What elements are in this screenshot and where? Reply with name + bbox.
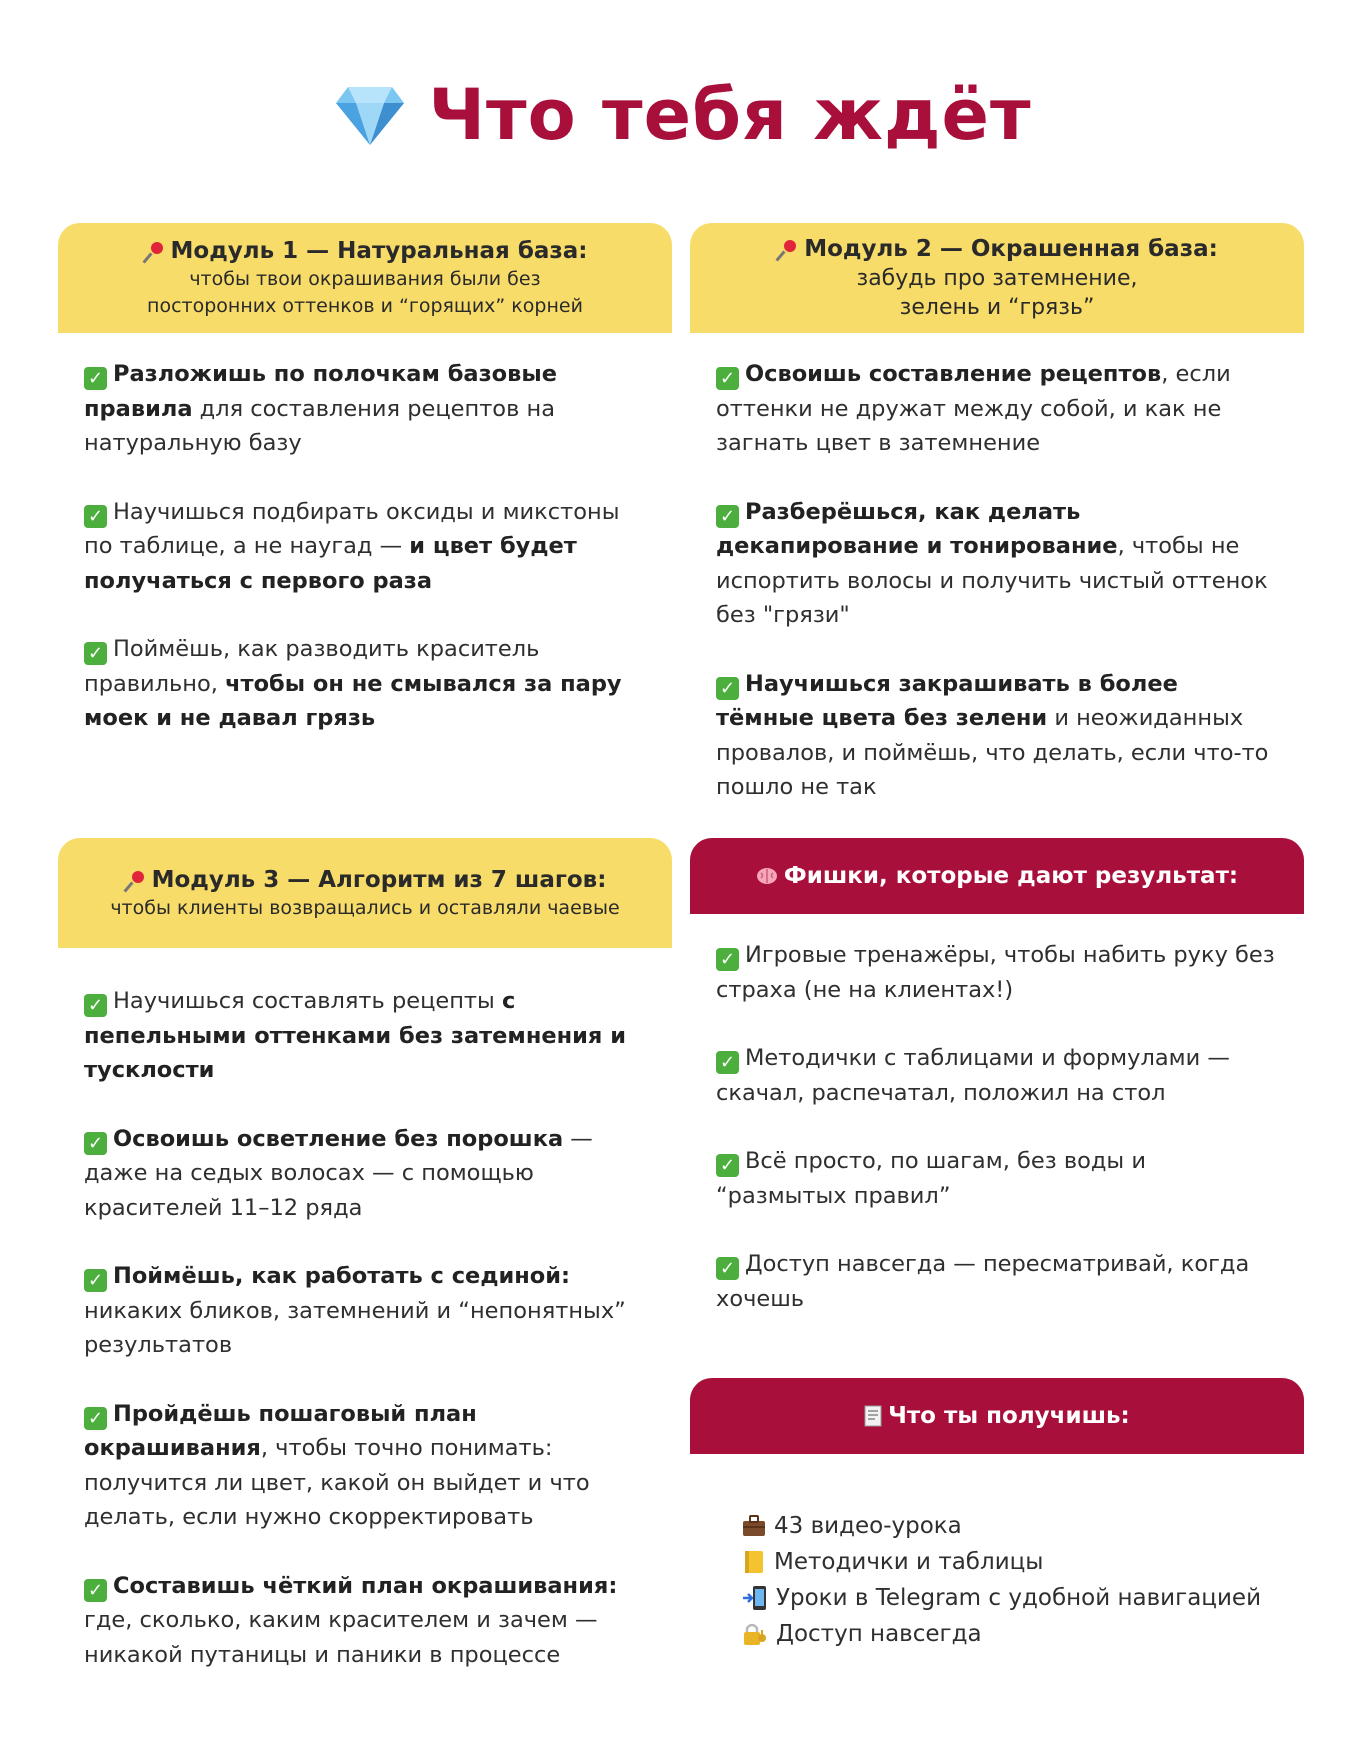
module-1-subtitle: чтобы твои окрашивания были без посторонних оттенков и “горящих” корней [147,268,583,317]
get-item-telegram: Уроки в Telegram с удобной навигацией [742,1580,1304,1616]
list-item [84,632,646,736]
item-text: Поймёшь, как разводить краситель правильно, [84,636,540,697]
gem-icon [334,83,406,147]
get-item-access: Доступ навсегда [742,1616,1304,1652]
module-3-card [58,838,672,1706]
item-bold-text: Разложишь по полочкам базовые правила [84,361,557,422]
item-bold-text: Освоишь составление рецептов [745,361,1162,387]
get-title: Что ты получишь: [888,1403,1130,1429]
check-mark-icon: ✓ [716,505,739,528]
list-item [84,357,646,461]
module-2-card [690,223,1304,839]
features-card [690,838,1304,1350]
item-bold-text: Пройдёшь пошаговый план окрашивания [84,1400,477,1461]
get-header [690,1378,1304,1454]
features-title: Фишки, которые дают результат: [783,863,1239,889]
item-text: , чтобы точно понимать: получится ли цвет, какой он выйдет и что делать, если нужно скорректировать [84,1435,590,1530]
item-text: — даже на седых волосах — с помощью красителей 11–12 ряда [84,1125,593,1221]
list-item [716,357,1278,461]
check-mark-icon: ✓ [84,1579,107,1602]
list-item [716,667,1278,805]
list-item [716,1247,1278,1316]
module-2-header [690,223,1304,333]
item-text: , чтобы не испортить волосы и получить чистый оттенок без "грязи" [716,533,1268,628]
lock-key-icon [742,1622,768,1646]
notebook-icon [742,1550,766,1574]
check-mark-icon: ✓ [716,1051,739,1074]
list-item [84,984,646,1088]
module-2-subtitle: забудь про затемнение, зелень и “грязь” [856,266,1138,320]
check-mark-icon: ✓ [84,1269,107,1292]
list-item [84,1397,646,1535]
receipt-icon [864,1405,882,1427]
list-item [84,1259,646,1363]
item-text: Доступ навсегда — пересматривай, когда хочешь [716,1251,1250,1312]
item-bold-text: чтобы он не смывался за пару моек и не давал грязь [84,670,622,731]
check-mark-icon: ✓ [84,994,107,1017]
features-list [690,914,1304,1316]
item-text: для составления рецептов на натуральную базу [84,395,555,456]
module-1-title: Модуль 1 — Натуральная база: [170,238,588,264]
module-1-header [58,223,672,333]
check-mark-icon: ✓ [716,367,739,390]
item-bold-text: Научишься закрашивать в более тёмные цвета без зелени [716,670,1178,731]
get-card [690,1378,1304,1652]
check-mark-icon: ✓ [84,505,107,528]
list-item [84,1122,646,1226]
item-bold-text: Составишь чёткий план окрашивания: [113,1572,618,1599]
check-mark-icon: ✓ [716,1154,739,1177]
item-bold-text: и цвет будет получаться с первого раза [84,533,577,594]
features-header [690,838,1304,914]
item-bold-text: Разберёшься, как делать декапирование и тонирование [716,498,1118,559]
mobile-arrow-icon [742,1585,768,1611]
item-text: Научишься составлять рецепты [113,988,502,1014]
page-title: Что тебя ждёт [428,74,1032,156]
module-3-header [58,838,672,948]
check-mark-icon: ✓ [84,367,107,390]
check-mark-icon: ✓ [84,1407,107,1430]
module-3-title: Модуль 3 — Алгоритм из 7 шагов: [151,866,607,893]
check-mark-icon: ✓ [716,948,739,971]
item-text: и неожиданных провалов, и поймёшь, что делать, если что-то пошло не так [716,705,1269,800]
page-header [0,70,1366,160]
item-text: никаких бликов, затемнений и “непонятных” результатов [84,1297,626,1358]
item-text: где, сколько, каким красителем и зачем — никакой путаницы и паники в процессе [84,1607,598,1668]
module-1-card [58,223,672,770]
get-item-manuals: Методички и таблицы [742,1544,1304,1580]
module-3-list [58,948,672,1672]
module-1-list [58,333,672,736]
module-3-subtitle: чтобы клиенты возвращались и оставляли чаевые [110,896,620,919]
pushpin-icon [776,238,798,260]
item-bold-text: Освоишь осветление без порошка [113,1125,564,1152]
item-bold-text: с пепельными оттенками без затемнения и тусклости [84,988,626,1083]
list-item [84,1569,646,1673]
list-item [716,938,1278,1007]
brain-icon [756,866,778,886]
pushpin-icon [143,240,165,262]
briefcase-icon [742,1515,766,1537]
item-text: Всё просто, по шагам, без воды и “размытых правил” [716,1148,1146,1209]
list-item [84,495,646,599]
check-mark-icon: ✓ [716,677,739,700]
item-text: Методички с таблицами и формулами — скачал, распечатал, положил на стол [716,1045,1230,1106]
item-bold-text: Поймёшь, как работать с сединой: [113,1263,571,1289]
check-mark-icon: ✓ [84,642,107,665]
check-mark-icon: ✓ [716,1257,739,1280]
get-item-videos: 43 видео-урока [742,1508,1304,1544]
item-text: Научишься подбирать оксиды и микстоны по таблице, а не наугад — [84,498,620,559]
item-text: , если оттенки не дружат между собой, и как не загнать цвет в затемнение [716,361,1231,456]
check-mark-icon: ✓ [84,1132,107,1155]
list-item [716,1144,1278,1213]
list-item [716,1041,1278,1110]
list-item [716,495,1278,633]
module-2-list [690,333,1304,805]
get-list [690,1454,1304,1652]
pushpin-icon [124,869,146,891]
module-2-title: Модуль 2 — Окрашенная база: [804,236,1218,262]
item-text: Игровые тренажёры, чтобы набить руку без страха (не на клиентах!) [716,942,1275,1003]
